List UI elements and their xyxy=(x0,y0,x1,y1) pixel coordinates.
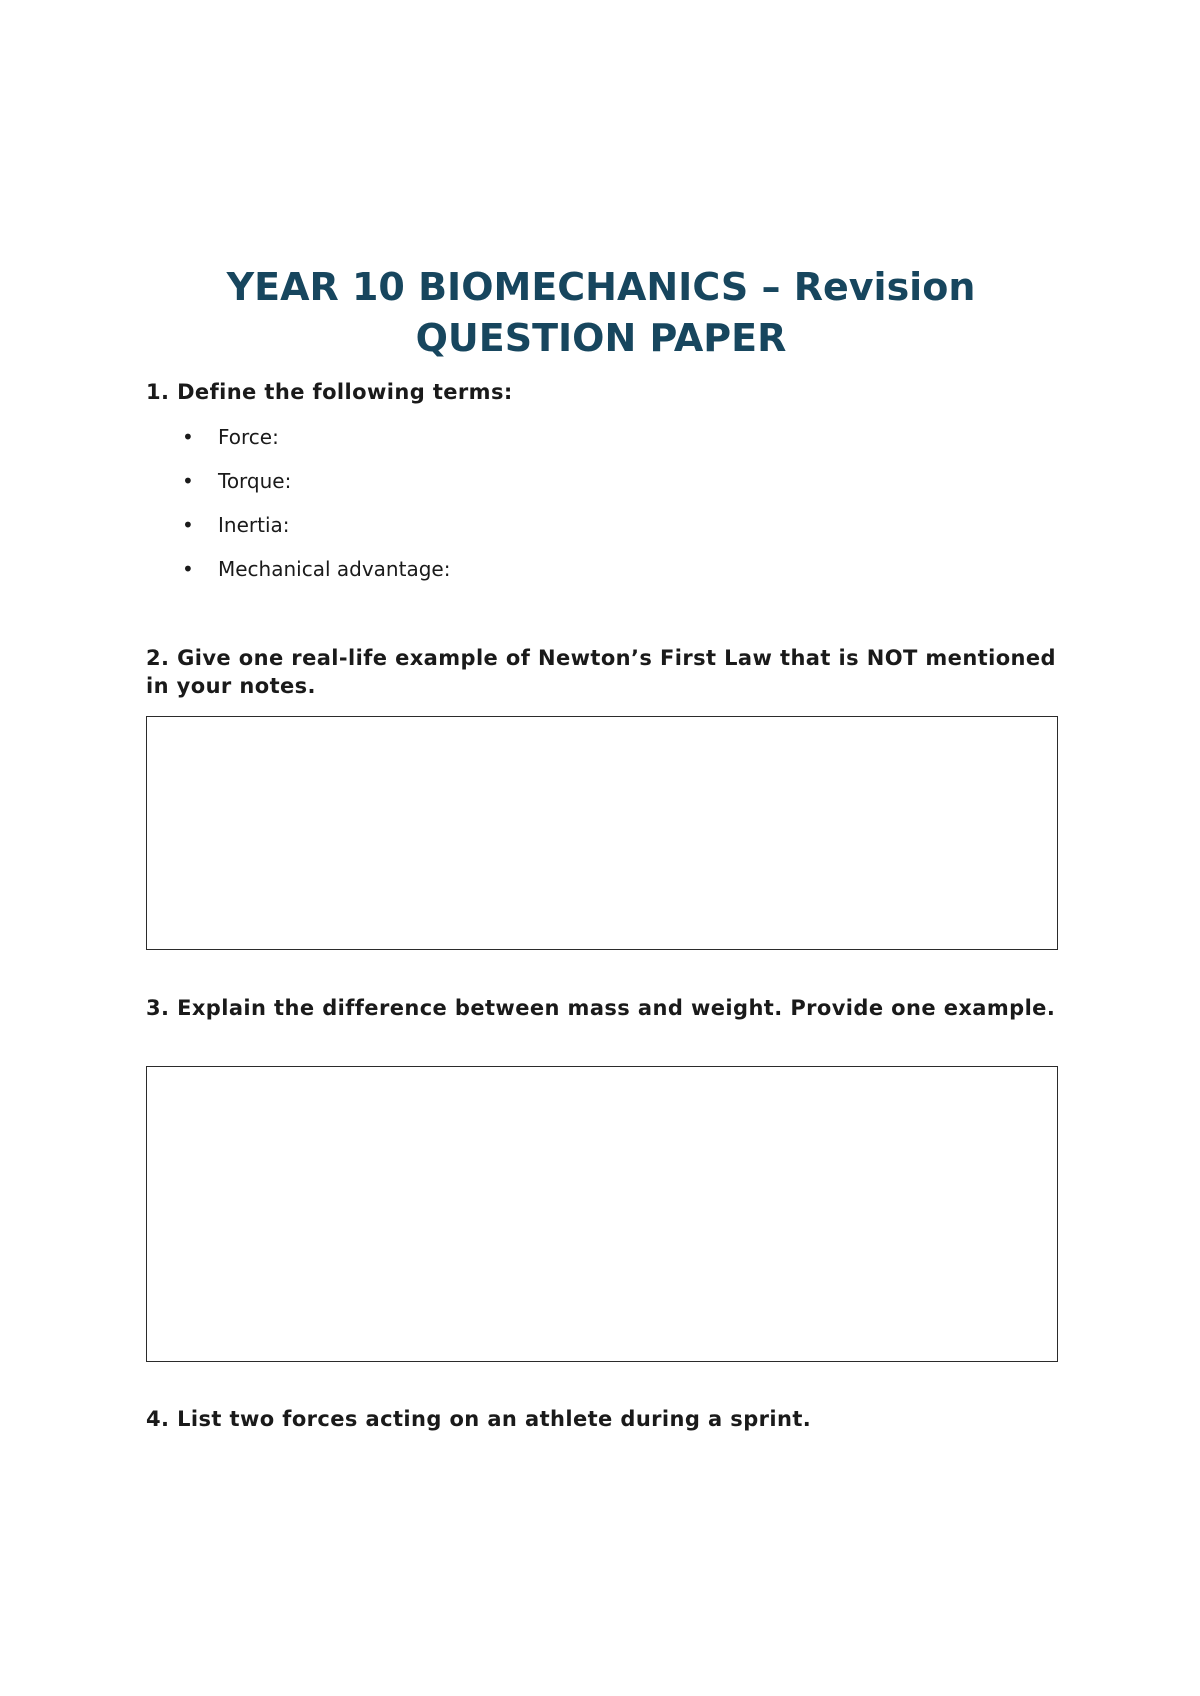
bullet-icon: • xyxy=(182,513,194,537)
term-item xyxy=(146,420,450,464)
term-label: Torque: xyxy=(218,469,292,493)
bullet-icon: • xyxy=(182,469,194,493)
question-4: 4. List two forces acting on an athlete during a sprint. xyxy=(146,1407,812,1431)
page-title xyxy=(146,262,1056,364)
question-2: 2. Give one real-life example of Newton’s First Law that is NOT mentioned in your notes. xyxy=(146,646,1056,698)
term-label: Force: xyxy=(218,425,279,449)
bullet-icon: • xyxy=(182,557,194,581)
term-item xyxy=(146,508,450,552)
title-line-2: QUESTION PAPER xyxy=(415,316,787,360)
bullet-icon: • xyxy=(182,425,194,449)
title-line-1: YEAR 10 BIOMECHANICS – Revision xyxy=(226,265,976,309)
term-label: Mechanical advantage: xyxy=(218,557,451,581)
question-3: 3. Explain the difference between mass and weight. Provide one example. xyxy=(146,996,1056,1020)
term-label: Inertia: xyxy=(218,513,290,537)
answer-box-question-3[interactable] xyxy=(146,1066,1058,1362)
term-item xyxy=(146,464,450,508)
answer-box-question-2[interactable] xyxy=(146,716,1058,950)
term-item xyxy=(146,552,450,596)
question-1: 1. Define the following terms: xyxy=(146,380,513,404)
terms-list xyxy=(146,420,450,596)
